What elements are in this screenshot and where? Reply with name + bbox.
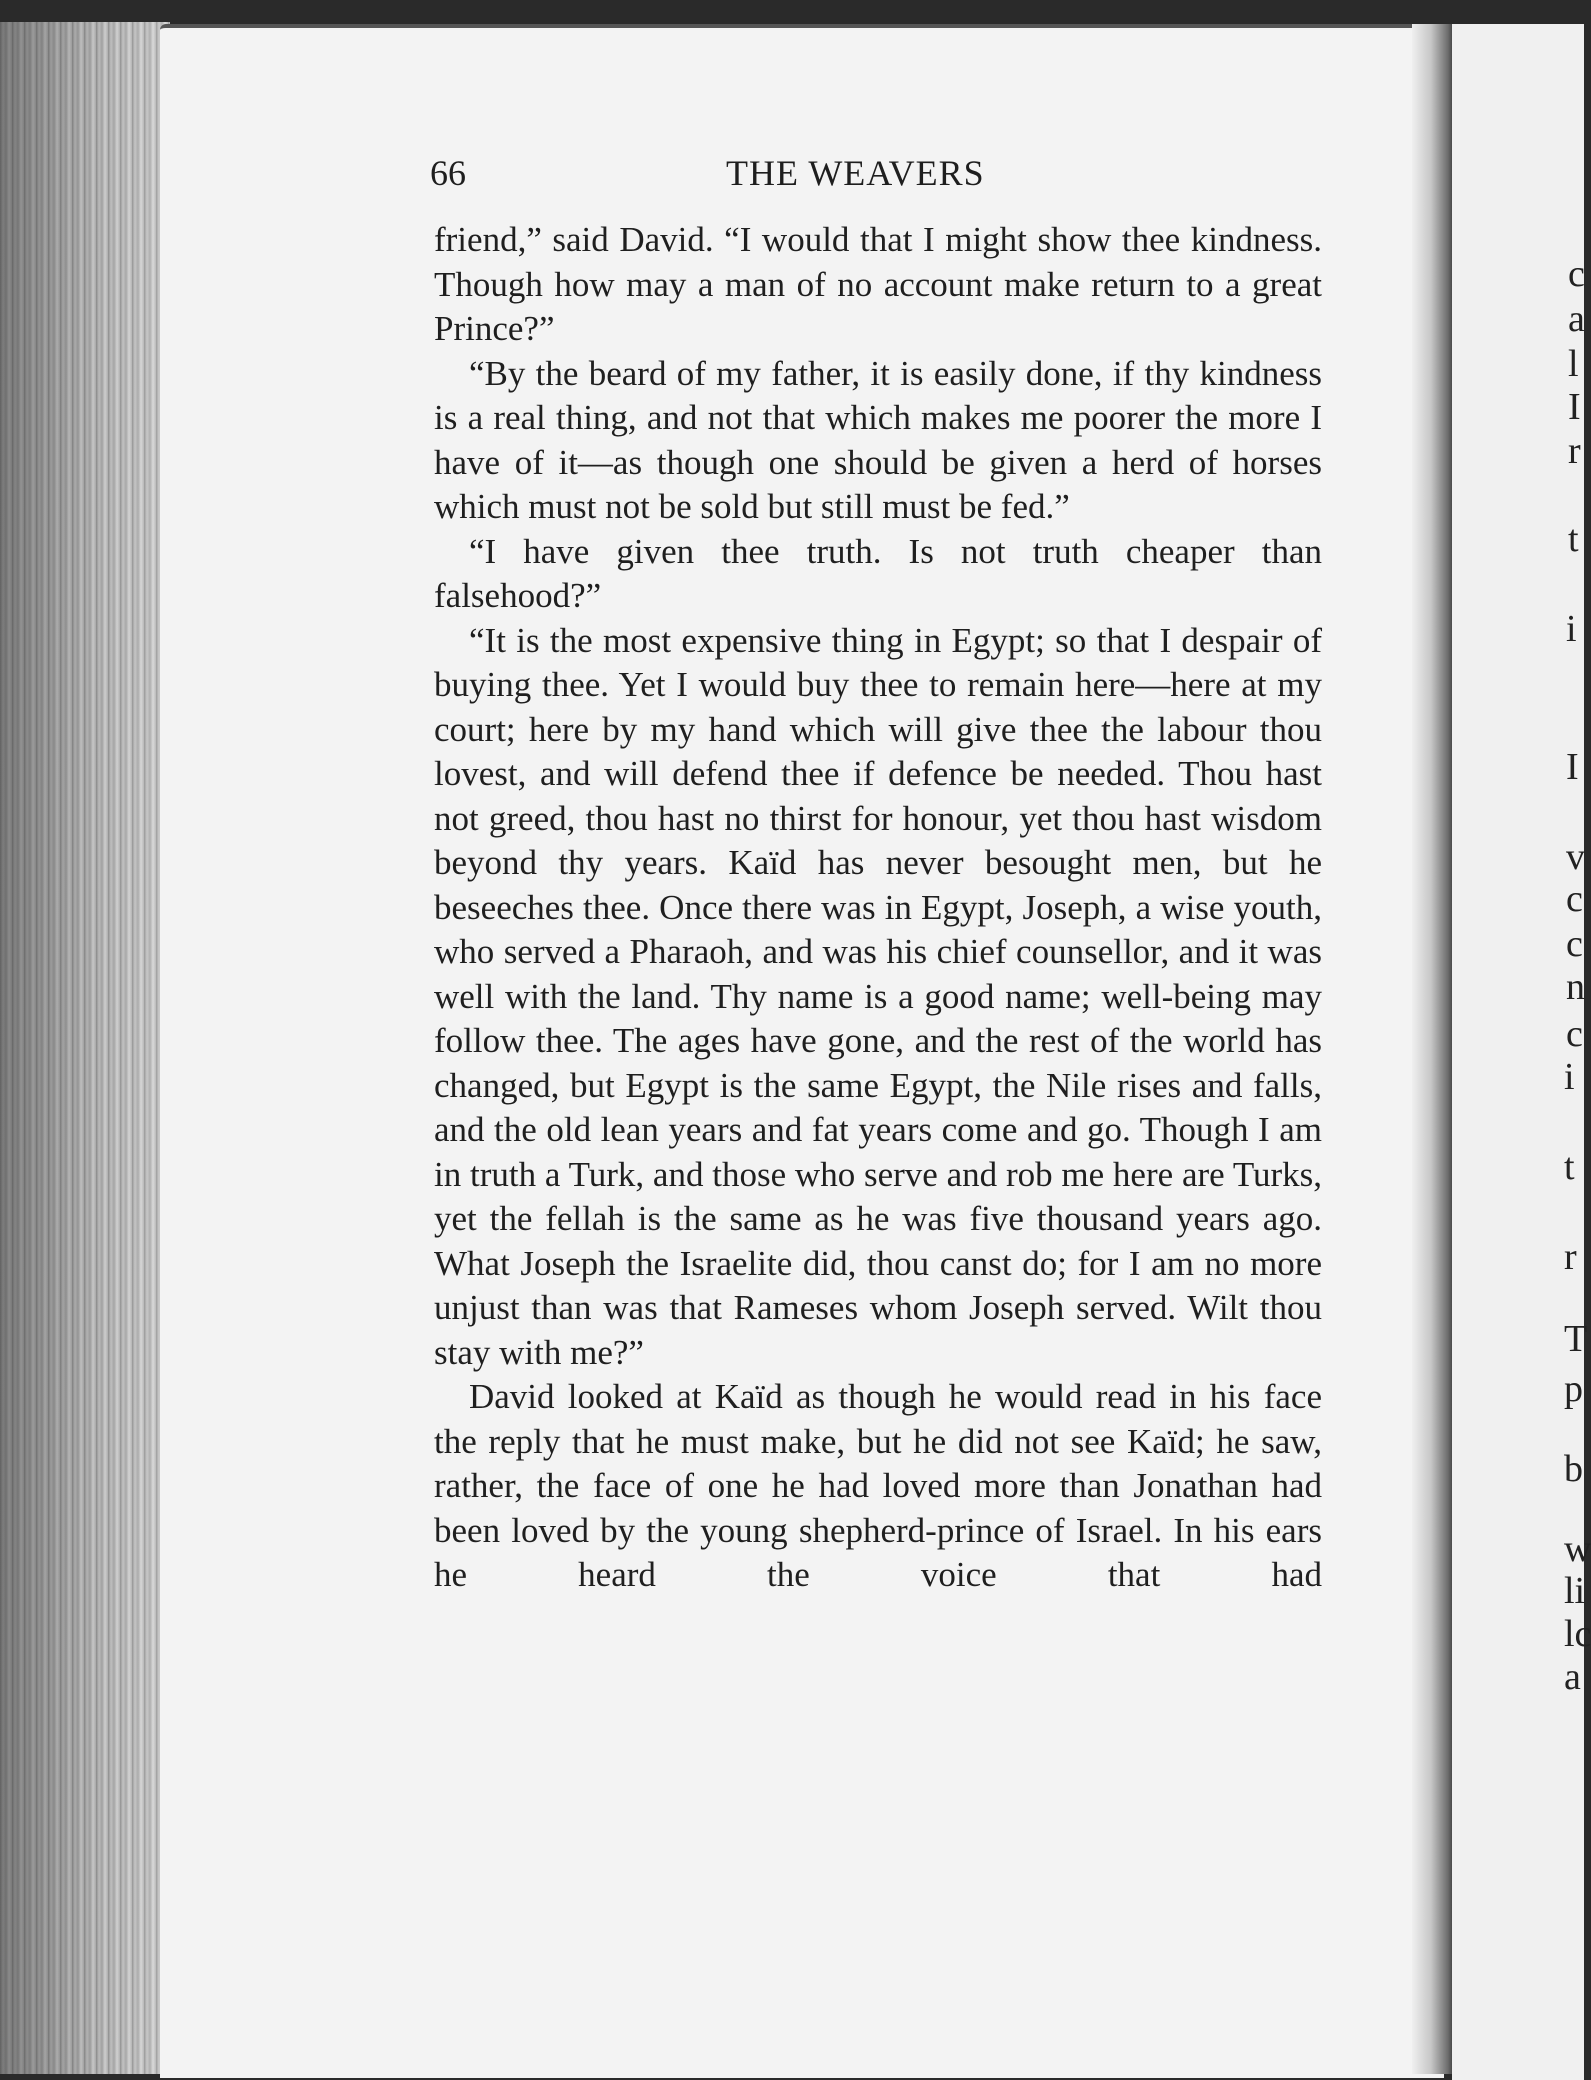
facing-page-letter: w: [1564, 1528, 1591, 1570]
paragraph-3: “I have given thee truth. Is not truth cheaper than falsehood?”: [434, 531, 1322, 615]
facing-page-letter: I: [1566, 746, 1579, 788]
facing-page-letter: T: [1564, 1318, 1588, 1360]
facing-page-letter: c: [1566, 923, 1583, 965]
facing-page-letter: I: [1568, 386, 1581, 428]
facing-page-letter: i: [1564, 1056, 1575, 1098]
facing-page: [1452, 24, 1584, 2080]
facing-page-letter: l: [1568, 343, 1579, 385]
facing-page-letter: r: [1564, 1236, 1577, 1278]
facing-page-letter: v: [1566, 836, 1585, 878]
facing-page-letter: b: [1564, 1448, 1583, 1490]
paragraph-1: friend,” said David. “I would that I might show thee kindness. Though how may a man of no account make return to a great Prince?”: [434, 220, 1322, 348]
facing-page-letter: p: [1564, 1368, 1583, 1410]
facing-page-letter: t: [1564, 1146, 1575, 1188]
facing-page-letter: c: [1568, 253, 1585, 295]
body-text: [434, 218, 1322, 1598]
book-edge-shadow: [0, 22, 170, 2074]
facing-page-letter: i: [1566, 608, 1577, 650]
facing-page-letter: a: [1564, 1656, 1581, 1698]
facing-page-letter: t: [1568, 518, 1579, 560]
paragraph-4: “It is the most expensive thing in Egypt; so that I despair of buying thee. Yet I would buy thee to remain here—here at my court; here by my hand which will give thee the labour thou lovest, and will defend thee if defence be needed. Thou hast not greed, thou hast no thirst for honour, yet thou hast wisdom beyond thy years. Kaïd has never besought men, but he beseeches thee. Once there was in Egypt, Joseph, a wise youth, who served a Pharaoh, and was his chief counsellor, and it was well with the land. Thy name is a good name; well-being may follow thee. The ages have gone, and the rest of the world has changed, but Egypt is the same Egypt, the Nile rises and falls, and the old lean years and fat years come and go. Though I am in truth a Turk, and those who serve and rob me here are Turks, yet the fellah is the same as he was five thousand years ago. What Joseph the Israelite did, thou canst do; for I am no more unjust than was that Rameses whom Joseph served. Wilt thou stay with me?”: [434, 620, 1322, 1372]
book-gutter: [1412, 24, 1454, 2074]
facing-page-letter: a: [1568, 298, 1585, 340]
paragraph-5: David looked at Kaïd as though he would read in his face the reply that he must make, but he did not see Kaïd; he saw, rather, the face of one he had loved more than Jonathan had been loved by the young shepherd-prince of Israel. In his ears he heard the voice that had: [434, 1377, 1322, 1594]
facing-page-letter: r: [1568, 430, 1581, 472]
paragraph-2: “By the beard of my father, it is easily done, if thy kindness is a real thing, and not that which makes me poorer the more I have of it—as though one should be given a herd of horses which must not be sold but still must be fed.”: [434, 353, 1322, 526]
facing-page-letter: c: [1566, 1013, 1583, 1055]
page-header: [430, 146, 1322, 196]
facing-page-letter: lc: [1564, 1613, 1591, 1655]
page-number: 66: [430, 153, 466, 193]
facing-page-letter: li: [1564, 1570, 1586, 1612]
facing-page-letter: n: [1566, 966, 1585, 1008]
running-head: THE WEAVERS: [726, 153, 985, 193]
facing-page-letter: c: [1566, 878, 1583, 920]
